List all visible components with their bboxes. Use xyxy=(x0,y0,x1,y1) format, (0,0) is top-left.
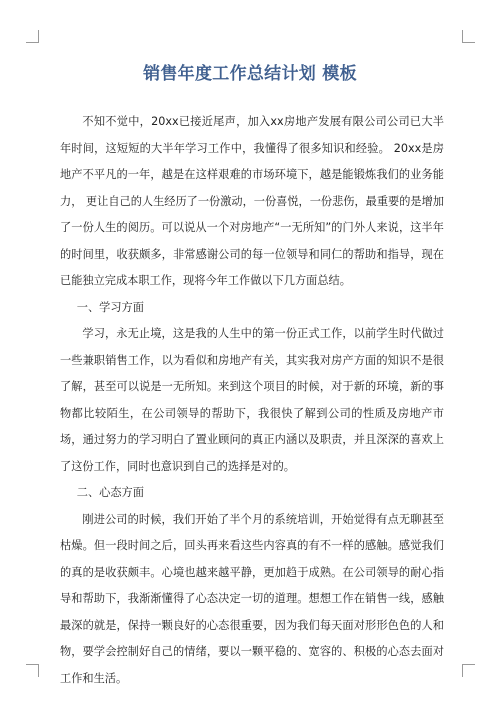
section-heading-study: 一、学习方面 xyxy=(76,300,144,314)
intro-paragraph: 不知不觉中，20xx已接近尾声，加入xx房地产发展有限公司公司已大半年时间，这短短的大半年学习工作中，我懂得了很多知识和经验。 20xx是房地产不平凡的一年，越是在这样艰难的市场环境下，越是能锻炼我们的业务能力， 更让自己的人生经历了一份激动，一份喜悦，一份悲伤，最重要的是增加了一份人生的阅历。可以说从一个对房地产“一无所知”的门外人来说，这半年的时间里，收获颇多，非常感谢公司的每一位领导和同仁的帮助和指导，现在已能独立完成本职工作，现将今年工作做以下几方面总结。 xyxy=(60,115,444,287)
section-heading-mindset: 二、心态方面 xyxy=(76,486,144,499)
crop-mark-bottom-right xyxy=(462,664,475,677)
document-body xyxy=(60,109,444,692)
crop-mark-bottom-left xyxy=(26,664,39,677)
crop-mark-top-right xyxy=(462,30,475,43)
crop-mark-top-left xyxy=(26,30,39,43)
section-body-mindset: 刚进公司的时候，我们开始了半个月的系统培训，开始觉得有点无聊甚至枯燥。但一段时间之后，回头再来看这些内容真的有不一样的感触。感觉我们的真的是收获颇丰。心境也越来越平静，更加趋于成熟。在公司领导的耐心指导和帮助下，我渐渐懂得了心态决定一切的道理。想想工作在销售一线，感触最深的就是，保持一颗良好的心态很重要，因为我们每天面对形形色色的人和物，要学会控制好自己的情绪，要以一颗平稳的、宽容的、积极的心态去面对工作和生活。 xyxy=(60,512,444,685)
section-body-study: 学习，永无止境，这是我的人生中的第一份正式工作，以前学生时代做过一些兼职销售工作，以为看似和房地产有关，其实我对房产方面的知识不是很了解，甚至可以说是一无所知。来到这个项目的时候，对于新的环境，新的事物都比较陌生，在公司领导的帮助下，我很快了解到公司的性质及房地产市场，通过努力的学习明白了置业顾问的真正内涵以及职责，并且深深的喜欢上了这份工作，同时也意识到自己的选择是对的。 xyxy=(60,327,444,473)
document-title: 销售年度工作总结计划 模板 xyxy=(143,64,357,84)
